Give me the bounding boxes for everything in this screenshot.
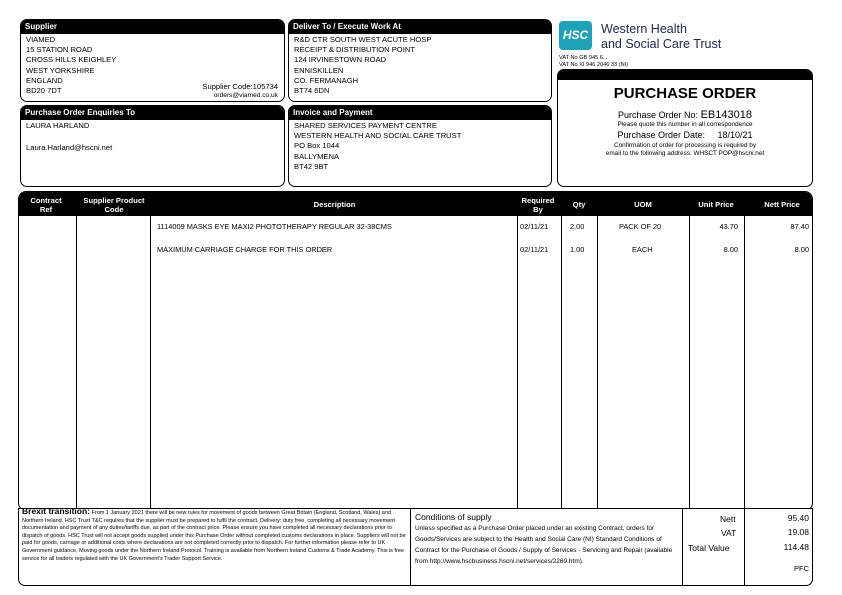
col-unit-price: Unit Price [698,200,734,209]
col-qty: Qty [572,200,586,209]
supplier-line: BD20 7DT [26,86,62,96]
conditions-text: Unless specified as a Purchase Order placed under an existing Contract, orders for Goods/Services are subject to the Health and Social Care (NI) Standard Conditions of Contract for the Purchase of Goods / Supply of Services - Servicing and Repair (available from http://www.hscbusiness.hscni.net/services/2269.htm). [415,525,673,565]
enquiries-name: LAURA HARLAND [26,121,90,130]
deliver-address [289,34,551,97]
deliver-line: BT74 6DN [294,86,330,96]
supplier-email: orders@viamed.co.uk [213,92,278,99]
supplier-line: CROSS HILLS KEIGHLEY [26,55,117,65]
invoice-line: SHARED SERVICES PAYMENT CENTRE [294,121,437,130]
col-divider [744,215,745,509]
item-qty: 2.00 [570,222,585,231]
invoice-line: BALLYMENA [294,151,340,161]
item-nett-price: 87.40 [790,222,809,231]
deliver-header: Deliver To / Execute Work At [289,20,551,34]
enquiries-header: Purchase Order Enquiries To [21,106,284,120]
invoice-line: WESTERN HEALTH AND SOCIAL CARE TRUST [294,131,462,141]
col-description: Description [313,200,356,209]
purchase-order-box [557,69,813,187]
purchase-order-title: PURCHASE ORDER [613,85,757,102]
trust-name-line2: and Social Care Trust [601,37,722,51]
col-divider [517,215,518,509]
item-uom: PACK OF 20 [619,222,662,231]
col-contract-ref: Contract Ref [30,196,62,214]
item-nett-price: 8.00 [794,245,809,254]
vat-total: 19.08 [787,527,809,537]
item-unit-price: 8.00 [723,245,738,254]
brexit-block [22,508,408,584]
deliver-line: 124 IRVINESTOWN ROAD [294,55,387,65]
item-unit-price: 43.70 [719,222,738,231]
col-nett-price: Nett Price [764,200,800,209]
invoice-line: BT42 9BT [294,161,329,171]
po-confirm-line2: email to the following address: WHSCT POP@hscni.net [605,150,765,157]
enquiries-box [20,105,285,187]
conditions-heading: Conditions of supply [415,512,492,522]
supplier-line: WEST YORKSHIRE [26,65,95,75]
po-number-row [558,109,812,121]
col-divider [76,215,77,509]
deliver-line: R&D CTR SOUTH WEST ACUTE HOSP [294,35,432,44]
supplier-header: Supplier [21,20,284,34]
po-date-row [558,130,812,140]
col-supplier-code: Supplier Product Code [83,196,145,214]
invoice-line: PO Box 1044 [294,141,340,151]
nett-total: 95.40 [787,513,809,523]
item-uom: EACH [632,245,653,254]
col-divider [150,215,151,509]
deliver-line: RECEIPT & DISTRIBUTION POINT [294,45,415,55]
deliver-box [288,19,552,102]
col-uom: UOM [634,200,652,209]
supplier-line: 15 STATION ROAD [26,45,93,55]
footer-divider [682,509,683,585]
total-value: 114.48 [783,542,809,552]
brexit-text: From 1 January 2021 there will be new rules for movement of goods between Great Britain (England, Scotland, Wales) and Northern Ireland. HSC Trust T&C requires that the supplier must be prepared to fulfil the contract. Delivery: duty free, completing all necessary movement documentation and payment of any duties/tariffs due, as part of the contract price. Please ensure you have completed all necessary declarations prior to dispatch of goods. HSC Trust will not accept goods supplied under this Purchase Order without completed customs declarations in place. Suppliers will not be paid for goods, carriage or additional costs where declarations are not completed correctly prior to dispatch. For further information please refer to UK Government guidance, Moving goods under the Northern Ireland Protocol. Training is available from Northern Ireland Customs & Trade Academy. This is free service for all traders regulated with the UK Government's Trader Support Service. [22,510,406,562]
item-description: 1114009 MASKS EYE MAXI2 PHOTOTHERAPY REGULAR 32-38CMS [157,222,392,231]
total-label: Total Value [688,543,730,553]
po-number: EB143018 [700,109,752,121]
item-required-by: 02/11/21 [520,245,549,254]
reference-code: PFC [794,564,809,573]
invoice-header: Invoice and Payment [289,106,551,120]
hsc-logo: HSC [559,21,592,50]
trust-name-line1: Western Health [601,22,687,36]
nett-label: Nett [720,514,736,524]
enquiries-email: Laura.Harland@hscni.net [26,143,113,153]
deliver-line: CO. FERMANAGH [294,75,359,85]
supplier-box [20,19,285,102]
purchase-order-bar [558,70,812,80]
invoice-box [288,105,552,187]
po-quote-note: Please quote this number in all correspondence [617,121,753,128]
po-date-label: Purchase Order Date: [617,130,705,140]
footer-divider [410,509,411,585]
vat-number-xi: VAT No XI 946 2046 33 (NI) [559,62,629,68]
supplier-line: ENGLAND [26,75,63,85]
po-confirm-line1: Confirmation of order for processing is required by [613,142,757,149]
brexit-heading: Brexit transition: [22,508,91,516]
supplier-code: Supplier Code:105734 [202,82,278,91]
item-description: MAXIMUM CARRIAGE CHARGE FOR THIS ORDER [157,245,333,254]
po-number-label: Purchase Order No: [618,110,699,120]
col-divider [689,215,690,509]
supplier-line: VIAMED [26,35,56,44]
vat-label: VAT [721,528,737,538]
item-required-by: 02/11/21 [520,222,549,231]
col-divider [597,215,598,509]
vat-number-gb: VAT No GB 945 6... [559,55,608,61]
col-required-by: Required By [521,196,555,214]
deliver-line: ENNISKILLEN [294,65,344,75]
invoice-address [289,120,551,173]
item-qty: 1.00 [570,245,585,254]
footer-divider [744,509,745,585]
items-table [18,191,813,511]
col-divider [561,215,562,509]
po-date: 18/10/21 [717,130,753,140]
